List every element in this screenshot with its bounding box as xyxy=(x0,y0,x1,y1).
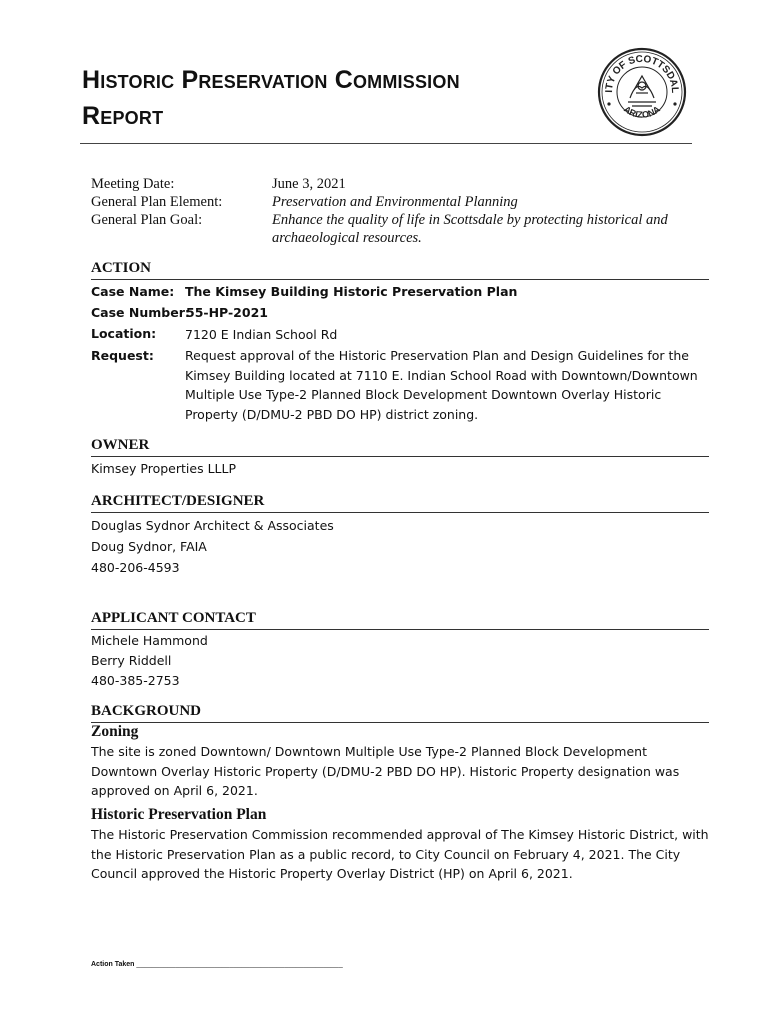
seal-top-text: ITY OF SCOTTSDAL xyxy=(603,53,681,94)
request-label: Request: xyxy=(91,348,154,363)
owner-name: Kimsey Properties LLLP xyxy=(91,461,236,476)
owner-heading: OWNER xyxy=(91,436,709,457)
city-seal xyxy=(596,46,688,138)
location-value: 7120 E Indian School Rd xyxy=(185,327,338,342)
applicant-name-2: Berry Riddell xyxy=(91,653,172,668)
plan-element-label: General Plan Element: xyxy=(91,194,223,210)
request-line: Multiple Use Type-2 Planned Block Development Downtown Overlay Historic xyxy=(185,387,662,402)
zoning-line: Downtown Overlay Historic Property (D/DMU-2 PBD DO HP). Historic Property designation was xyxy=(91,763,680,779)
request-line: Kimsey Building located at 7110 E. Indian School Road with Downtown/Downtown xyxy=(185,367,698,383)
hpp-line: Council approved the Historic Property Overlay District (HP) on April 6, 2021. xyxy=(91,866,573,881)
applicant-contact xyxy=(91,631,208,691)
applicant-phone: 480-385-2753 xyxy=(91,673,180,688)
header-divider xyxy=(80,143,692,144)
architect-contact xyxy=(91,515,334,578)
request-text xyxy=(185,346,710,424)
plan-goal-label: General Plan Goal: xyxy=(91,212,203,228)
case-number-label: Case Number: xyxy=(91,305,190,320)
action-taken-underline: _____________________________________________________ xyxy=(136,961,343,968)
report-title-line1: Historic Preservation Commission xyxy=(82,66,460,94)
case-name-value: The Kimsey Building Historic Preservation Plan xyxy=(185,284,518,299)
architect-name: Doug Sydnor, FAIA xyxy=(91,539,207,554)
architect-heading: ARCHITECT/DESIGNER xyxy=(91,492,709,513)
architect-firm: Douglas Sydnor Architect & Associates xyxy=(91,518,334,533)
architect-phone: 480-206-4593 xyxy=(91,560,180,575)
request-line: Request approval of the Historic Preservation Plan and Design Guidelines for the xyxy=(185,348,689,363)
zoning-text xyxy=(91,742,711,801)
location-label: Location: xyxy=(91,326,157,341)
plan-goal-value-line2: archaeological resources. xyxy=(272,230,422,246)
applicant-heading: APPLICANT CONTACT xyxy=(91,609,709,630)
plan-goal-value-line1: Enhance the quality of life in Scottsdale by protecting historical and xyxy=(272,212,668,228)
case-name-label: Case Name: xyxy=(91,284,175,299)
action-heading: ACTION xyxy=(91,259,709,280)
report-title-line2: Report xyxy=(82,102,164,130)
seal-bottom-text: ARIZONA xyxy=(622,103,662,120)
hpp-heading: Historic Preservation Plan xyxy=(91,806,267,823)
meeting-date-label: Meeting Date: xyxy=(91,176,175,192)
hpp-line: The Historic Preservation Commission recommended approval of The Kimsey Historic District, with xyxy=(91,827,709,842)
action-taken-line xyxy=(91,961,343,968)
action-taken-label: Action Taken xyxy=(91,961,135,968)
background-heading: BACKGROUND xyxy=(91,702,709,723)
zoning-line: approved on April 6, 2021. xyxy=(91,783,258,798)
request-line: Property (D/DMU-2 PBD DO HP) district zoning. xyxy=(185,406,479,422)
hpp-text xyxy=(91,825,711,884)
case-number-value: 55-HP-2021 xyxy=(186,305,268,320)
meeting-date-value: June 3, 2021 xyxy=(272,176,346,192)
hpp-line: the Historic Preservation Plan as a public record, to City Council on February 4, 2021. The City xyxy=(91,846,681,862)
zoning-heading: Zoning xyxy=(91,723,139,740)
plan-element-value: Preservation and Environmental Planning xyxy=(272,194,518,210)
zoning-line: The site is zoned Downtown/ Downtown Multiple Use Type-2 Planned Block Development xyxy=(91,744,647,759)
applicant-name-1: Michele Hammond xyxy=(91,633,208,648)
